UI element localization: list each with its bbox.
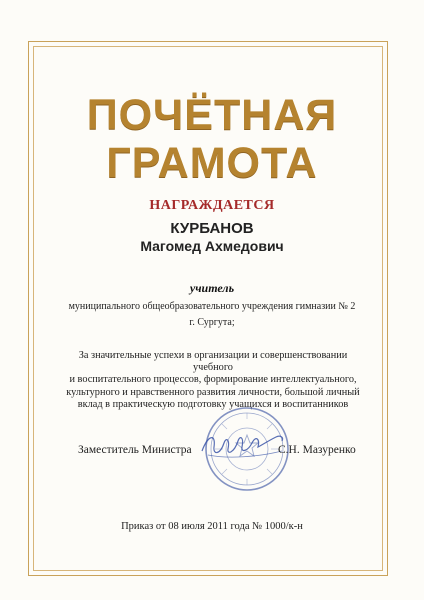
merit-line: вклад в практическую подготовку учащихся и воспитанников [77,398,349,410]
signature-row [0,444,424,460]
merit-line: За значительные успехи в организации и совершенствовании учебного [78,350,348,374]
merit-text [58,350,368,411]
order-reference: Приказ от 08 июля 2011 года № 1000/к-н [121,521,303,532]
institution-name: муниципального общеобразовательного учреждения гимназии № 2 [68,301,356,312]
recipient-surname: КУРБАНОВ [170,220,254,237]
merit-line: культурного и нравственного развития личности, большой личный [66,386,360,398]
title-line-1: ПОЧЁТНАЯ [86,91,338,139]
recipient-position: учитель [189,281,235,295]
awarded-label: НАГРАЖДАЕТСЯ [149,198,275,213]
recipient-given-name: Магомед Ахмедович [140,238,284,254]
institution-city: г. Сургута; [189,317,235,328]
signer-title: Заместитель Министра [78,444,192,456]
signer-name: С.Н. Мазуренко [278,444,356,456]
title-line-2: ГРАМОТА [106,139,318,187]
merit-line: и воспитательного процессов, формирование интеллектуального, [69,374,357,386]
